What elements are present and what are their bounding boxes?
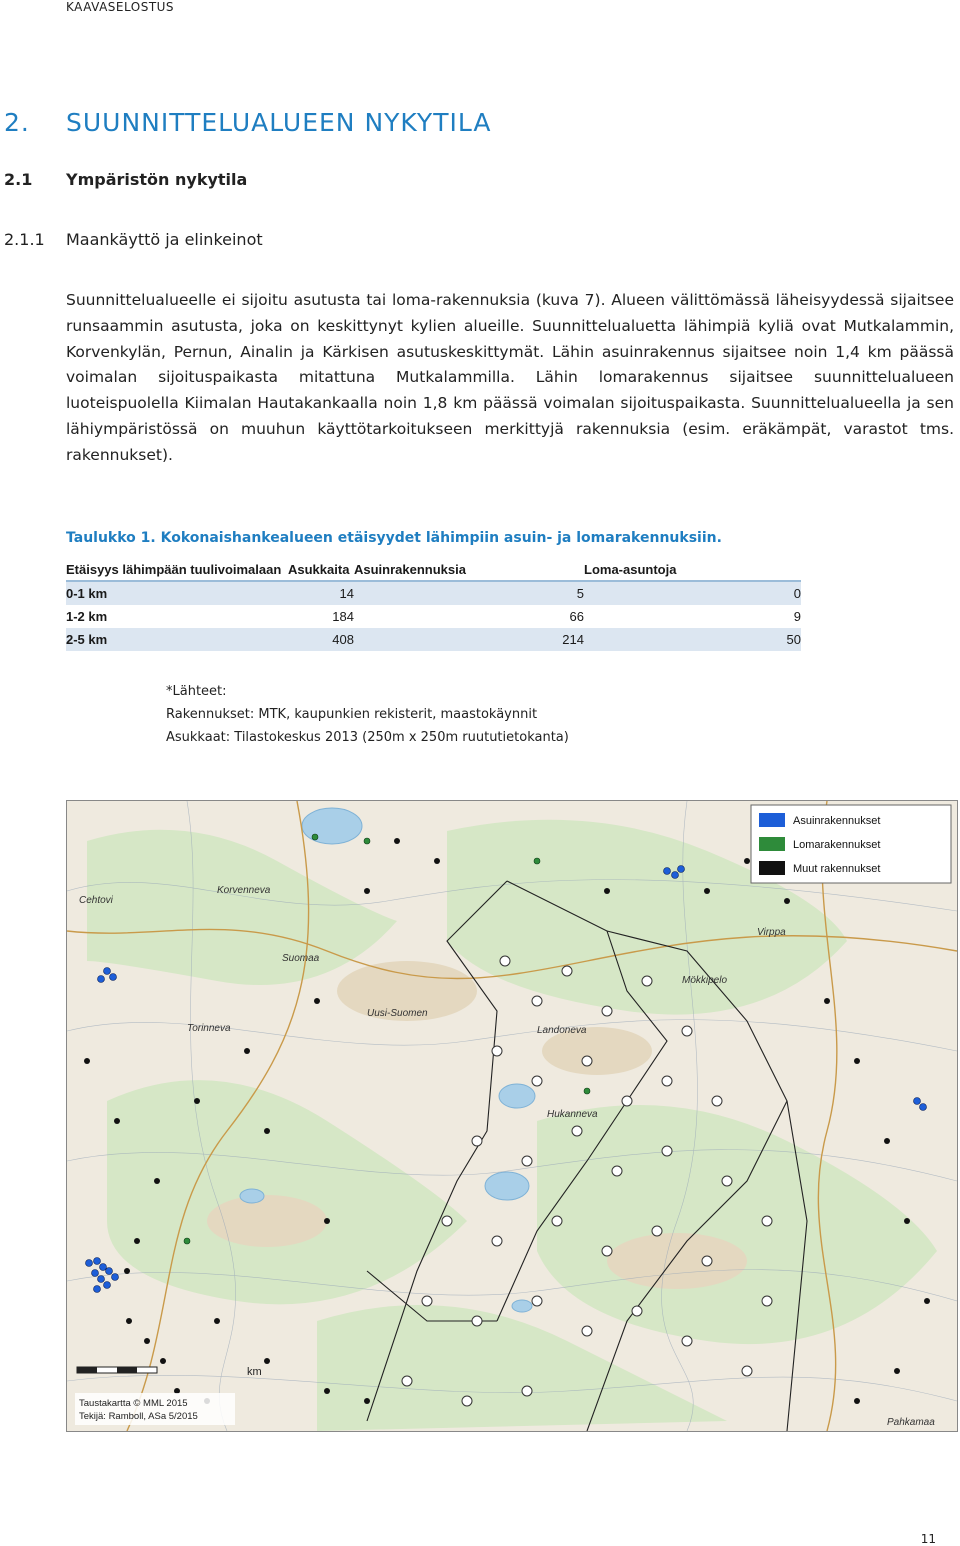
legend-swatch-other [759,861,785,875]
buildings-map [66,800,958,1432]
legend-swatch-holiday [759,837,785,851]
cell-holiday-homes: 9 [793,609,801,624]
cell-residential-buildings: 214 [354,628,584,651]
sources-note [166,680,569,749]
cell-holiday-homes: 0 [584,581,801,605]
header-residential-buildings: Asuinrakennuksia [354,560,584,581]
legend-swatch-residential [759,813,785,827]
heading-1-number: 2. [4,108,30,137]
table-header-row [66,560,801,581]
distance-table [66,560,801,651]
cell-residential-buildings: 5 [354,581,584,605]
cell-distance: 2-5 km [66,628,288,651]
cell-distance: 0-1 km [66,581,288,605]
heading-2-number: 2.1 [4,170,33,189]
table-row [66,581,801,605]
heading-2-text: Ympäristön nykytila [66,170,248,189]
document-header-label: KAAVASELOSTUS [66,0,175,14]
heading-3-number: 2.1.1 [4,230,45,249]
cell-holiday-homes: 50 [584,628,801,651]
cell-residents: 408 [288,628,354,651]
cell-distance: 1-2 km [66,609,108,624]
map-credit-author: Tekijä: Ramboll, ASa 5/2015 [79,1411,198,1422]
table-row [66,605,801,628]
header-residents: Asukkaita [288,560,354,581]
heading-1-text: SUUNNITTELUALUEEN NYKYTILA [66,108,492,137]
cell-residents: 14 [288,581,354,605]
place-name-label: Pahkamaa [887,1417,935,1428]
cell-residential-buildings: 66 [569,609,584,624]
sources-line-residents: Asukkaat: Tilastokeskus 2013 (250m x 250m ruututietokanta) [166,730,569,745]
page-number: 11 [920,1532,936,1546]
header-holiday-homes: Loma-asuntoja [584,560,801,581]
header-distance: Etäisyys lähimpään tuulivoimalaan [66,560,288,581]
place-name-label: Virppa [757,927,786,938]
sources-title: *Lähteet: [166,684,227,699]
place-name-label: Uusi-Suomen [367,1008,428,1019]
body-paragraph: Suunnittelualueelle ei sijoitu asutusta tai loma-rakennuksia (kuva 7). Alueen välittömässä läheisyydessä sijaitsee runsaammin asutusta, joka on keskittynyt kylien alueille. Suunnittelualuetta lähimpiä kyliä ovat Mutkalammin, Korvenkylän, Pernun, Ainalin ja Kärkisen asutuskeskittymät. Lähin asuinrakennus sijaitsee noin 1,4 km päässä voimalan sijoituspaikasta mitattuna Mutkalammilla. Lähin lomarakennus sijaitsee suunnittelualueen luoteispuolella Kiimalan Hautakankaalla noin 1,8 km päässä voimalan sijoituspaikasta. Suunnittelualueella ja sen lähiympäristössä on muuhun käyttötarkoitukseen merkittyjä rakennuksia (esim. eräkämpät, varastot tms. rakennukset). [66,291,954,464]
legend-label-other: Muut rakennukset [793,863,881,875]
place-name-label: Hukanneva [547,1109,598,1120]
place-name-label: Cehtovi [79,895,113,906]
cell-residents: 184 [332,609,354,624]
legend-label-holiday: Lomarakennukset [793,839,881,851]
legend-label-residential: Asuinrakennukset [793,815,881,827]
map-legend [751,805,951,883]
sources-line-buildings: Rakennukset: MTK, kaupunkien rekisterit, maastokäynnit [166,707,538,722]
place-name-label: Korvenneva [217,885,271,896]
place-name-label: Suomaa [282,953,320,964]
place-name-label: Mökkipelo [682,975,728,986]
map-credit-background: Taustakartta © MML 2015 [79,1398,188,1409]
place-name-label: Landoneva [537,1025,587,1036]
map-credits [75,1393,235,1425]
table-row [66,628,801,651]
heading-3-text: Maankäyttö ja elinkeinot [66,230,263,249]
table-caption: Taulukko 1. Kokonaishankealueen etäisyydet lähimpiin asuin- ja lomarakennuksiin. [66,530,722,546]
place-name-label: Torinneva [187,1023,231,1034]
scale-unit-label: km [247,1366,262,1378]
